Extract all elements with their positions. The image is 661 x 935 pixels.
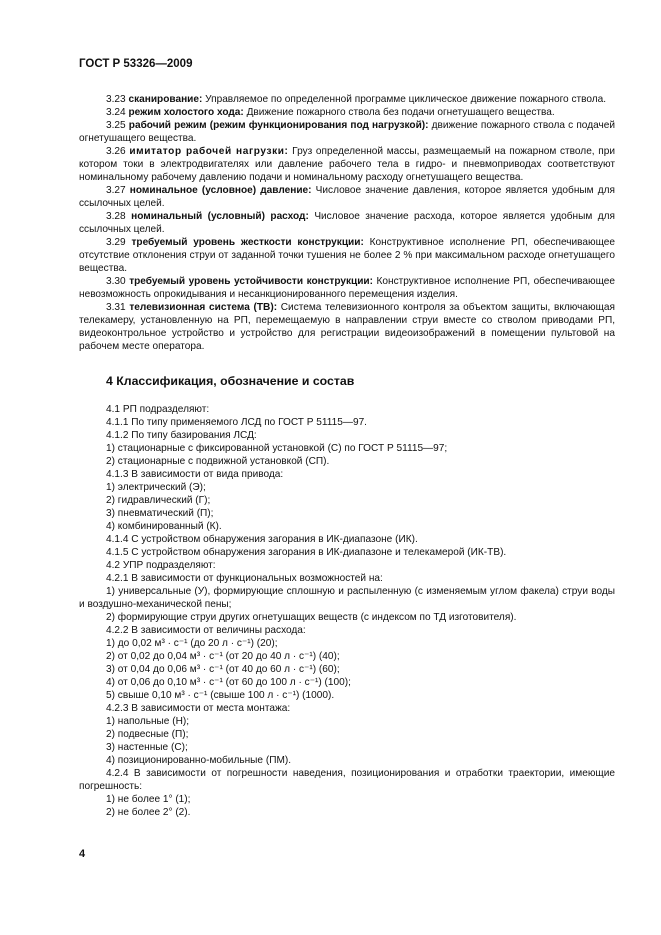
document-header: ГОСТ Р 53326—2009 xyxy=(79,58,193,70)
list-item: 4.1 РП подразделяют: xyxy=(106,404,210,415)
term-definition xyxy=(79,184,615,210)
term-text: Движение пожарного ствола без подачи огнетушащего вещества. xyxy=(246,107,555,118)
list-item: 4.2 УПР подразделяют: xyxy=(106,560,216,571)
term-text: Система телевизионного контроля за объектом защиты, включающая телекамеру, установленную на РП, перемещаемую в направлении струи вместе со стволом приводами РП, видеоконтрольное устройство и устройство для регистрации видеоизображений в помещении пультовой на рабочем месте оператора. xyxy=(79,302,615,352)
term-number: 3.27 xyxy=(106,185,126,196)
term-number: 3.24 xyxy=(106,107,126,118)
term-text: Числовое значение расхода, которое является удобным для ссылочных целей. xyxy=(79,211,615,235)
term-name: номинальное (условное) давление: xyxy=(129,185,312,196)
page-body xyxy=(79,93,615,819)
term-text: Груз определенной массы, размещаемый на пожарном стволе, при котором токи в электродвигателях или давление рабочего тела в гидро- и пневмоприводах соответствуют номинальному рабочему давлению подачи и номинальному расходу огнетушащего вещества. xyxy=(79,146,615,183)
list-item: 4.2.2 В зависимости от величины расхода: xyxy=(106,625,306,636)
term-definition xyxy=(79,236,615,275)
list-item: 1) стационарные с фиксированной установкой (С) по ГОСТ Р 51115—97; xyxy=(106,443,448,454)
term-definition xyxy=(79,145,615,184)
term-number: 3.23 xyxy=(106,94,126,105)
list-item: 4.1.2 По типу базирования ЛСД: xyxy=(106,430,257,441)
term-name: рабочий режим (режим функционирования под нагрузкой): xyxy=(128,120,429,131)
term-definition xyxy=(79,93,615,106)
list-item: 5) свыше 0,10 м³ · с⁻¹ (свыше 100 л · с⁻¹) (1000). xyxy=(106,690,335,701)
list-item: 4.2.3 В зависимости от места монтажа: xyxy=(106,703,291,714)
list-item: 4.2.1 В зависимости от функциональных возможностей на: xyxy=(106,573,383,584)
list-item: 2) от 0,02 до 0,04 м³ · с⁻¹ (от 20 до 40 л · с⁻¹) (40); xyxy=(106,651,340,662)
term-name: требуемый уровень устойчивости конструкции: xyxy=(129,276,373,287)
term-number: 3.30 xyxy=(106,276,126,287)
terms-list xyxy=(79,93,615,353)
term-number: 3.31 xyxy=(106,302,126,313)
list-item: 3) пневматический (П); xyxy=(106,508,214,519)
list-item: 4) позиционированно-мобильные (ПМ). xyxy=(106,755,292,766)
list-item: 3) от 0,04 до 0,06 м³ · с⁻¹ (от 40 до 60 л · с⁻¹) (60); xyxy=(106,664,340,675)
term-definition xyxy=(79,301,615,353)
list-item: 1) до 0,02 м³ · с⁻¹ (до 20 л · с⁻¹) (20); xyxy=(106,638,278,649)
term-name: телевизионная система (ТВ): xyxy=(129,302,278,313)
list-item: 4.1.5 С устройством обнаружения загорания в ИК-диапазоне и телекамерой (ИК-ТВ). xyxy=(106,547,507,558)
list-item: 4.2.4 В зависимости от погрешности наведения, позиционирования и отработки траектории, имеющие погрешность: xyxy=(79,768,615,792)
term-name: сканирование: xyxy=(128,94,203,105)
list-item: 2) гидравлический (Г); xyxy=(106,495,211,506)
term-number: 3.28 xyxy=(106,211,126,222)
term-text: движение пожарного ствола с подачей огнетушащего вещества. xyxy=(79,120,615,144)
term-number: 3.25 xyxy=(106,120,126,131)
list-item: 2) формирующие струи других огнетушащих веществ (с индексом по ТД изготовителя). xyxy=(106,612,517,623)
list-item: 2) стационарные с подвижной установкой (СП). xyxy=(106,456,330,467)
term-name: имитатор рабочей нагрузки: xyxy=(129,146,289,157)
list-item: 4.1.1 По типу применяемого ЛСД по ГОСТ Р 51115—97. xyxy=(106,417,367,428)
term-definition xyxy=(79,275,615,301)
list-item: 1) напольные (Н); xyxy=(106,716,190,727)
term-text: Конструктивное исполнение РП, обеспечивающее невозможность опрокидывания и несанкционированного перемещения изделия. xyxy=(79,276,616,300)
term-text: Конструктивное исполнение РП, обеспечивающее отсутствие отклонения струи от заданной точки тушения не более 2 % при максимальном расходе огнетушащего вещества. xyxy=(79,237,615,274)
term-name: требуемый уровень жесткости конструкции: xyxy=(131,237,364,248)
list-item: 4.1.3 В зависимости от вида привода: xyxy=(106,469,284,480)
list-item: 1) не более 1° (1); xyxy=(106,794,191,805)
list-item: 1) электрический (Э); xyxy=(106,482,206,493)
term-name: номинальный (условный) расход: xyxy=(131,211,309,222)
list-item: 2) подвесные (П); xyxy=(106,729,189,740)
term-name: режим холостого хода: xyxy=(128,107,244,118)
term-definition xyxy=(79,210,615,236)
page-number: 4 xyxy=(79,848,86,860)
term-number: 3.26 xyxy=(106,146,126,157)
list-item: 1) универсальные (У), формирующие сплошную и распыленную (с изменяемым углом факела) струи воды и воздушно-механической пены; xyxy=(79,586,615,610)
section-title: 4 Классификация, обозначение и состав xyxy=(106,374,355,388)
list-item: 2) не более 2° (2). xyxy=(106,807,191,818)
term-text: Управляемое по определенной программе циклическое движение пожарного ствола. xyxy=(205,94,607,105)
term-text: Числовое значение давления, которое является удобным для ссылочных целей. xyxy=(79,185,615,209)
term-definition xyxy=(79,119,615,145)
list-item: 4) от 0,06 до 0,10 м³ · с⁻¹ (от 60 до 100 л · с⁻¹) (100); xyxy=(106,677,351,688)
term-definition xyxy=(79,106,615,119)
list-item: 4) комбинированный (К). xyxy=(106,521,222,532)
term-number: 3.29 xyxy=(106,237,126,248)
list-item: 3) настенные (С); xyxy=(106,742,188,753)
list-item: 4.1.4 С устройством обнаружения загорания в ИК-диапазоне (ИК). xyxy=(106,534,418,545)
